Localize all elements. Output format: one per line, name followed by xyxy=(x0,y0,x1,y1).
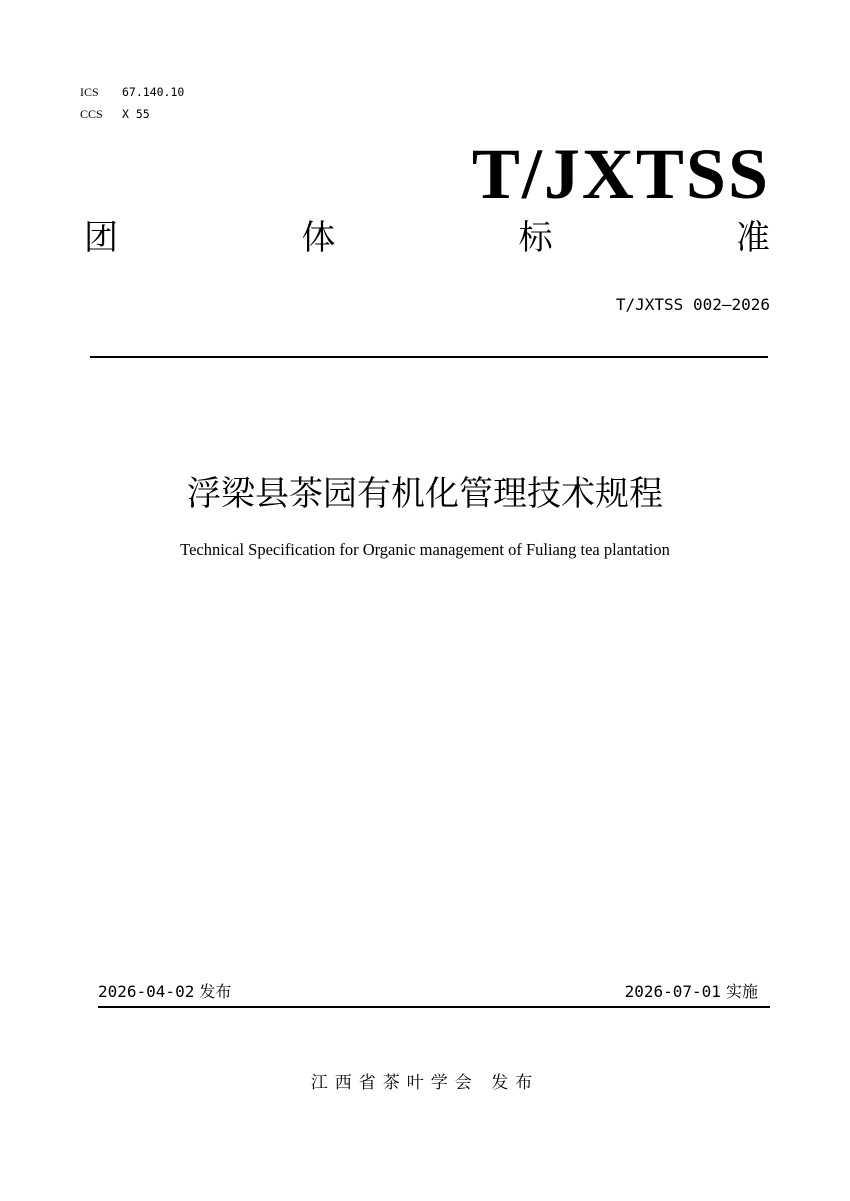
document-title-english: Technical Specification for Organic management of Fuliang tea plantation xyxy=(180,540,670,559)
ccs-label: CCS xyxy=(80,107,103,121)
issue-date-line xyxy=(98,982,231,1002)
ics-label: ICS xyxy=(80,85,99,99)
issue-date: 2026-04-02 xyxy=(98,982,195,1001)
standard-number: T/JXTSS 002—2026 xyxy=(615,295,770,314)
standard-type-char: 体 xyxy=(301,218,336,258)
top-divider xyxy=(90,356,768,358)
standard-brand: T/JXTSS xyxy=(471,134,770,214)
publisher-line xyxy=(0,1072,850,1094)
publisher-name: 江西省茶叶学会 xyxy=(310,1073,479,1093)
bottom-divider xyxy=(98,1006,770,1008)
ccs-value: X 55 xyxy=(122,107,150,121)
effective-date-line xyxy=(625,982,758,1002)
ics-code xyxy=(80,84,184,100)
standard-type-char: 团 xyxy=(84,218,118,258)
ics-value: 67.140.10 xyxy=(122,85,185,99)
effective-label: 实施 xyxy=(725,982,758,1001)
effective-date: 2026-07-01 xyxy=(624,982,721,1001)
publisher-action: 发布 xyxy=(491,1073,540,1093)
standard-type-char: 准 xyxy=(735,218,770,258)
standard-type-char: 标 xyxy=(518,218,553,258)
ccs-code xyxy=(80,106,150,122)
issue-label: 发布 xyxy=(199,982,232,1001)
standard-type xyxy=(84,218,770,258)
document-title-chinese: 浮梁县茶园有机化管理技术规程 xyxy=(187,474,663,514)
